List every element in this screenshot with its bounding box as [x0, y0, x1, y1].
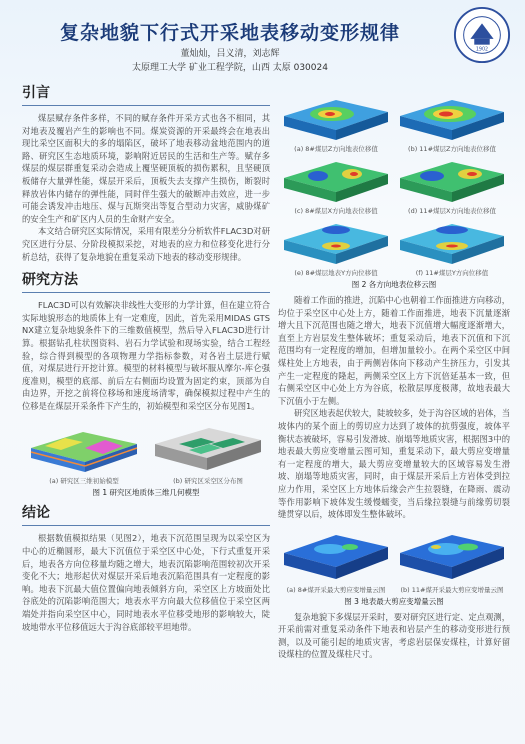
goaf-distribution-image [149, 418, 267, 476]
divider [22, 105, 270, 106]
figure-2 [278, 94, 510, 290]
figure-2a [278, 94, 394, 153]
method-heading: 研究方法 [22, 272, 78, 289]
page-title: 复杂地貌下行式开采地表移动变形规律 [59, 22, 400, 44]
figure-2b [394, 94, 510, 153]
intro-paragraph-2: 本文结合研究区实际情况，采用有限差分分析软件FLAC3D对研究区进行分层、分阶段模拟采挖，对地表的应力和位移变化进行分析总结，获得了复杂地貌在重复采动下地表的移动变形规律。 [22, 226, 270, 262]
right-paragraph-2: 研究区地表起伏较大，陡坡较多，处于沟谷区域的岩体，当坡体内的某个面上的剪切应力达到了坡体的抗剪强度，坡体平衡状态被破坏，容易引发滑坡、崩塌等地质灾害，根据图3中的地表最大剪应变增量云图可知，重复采动下，最大剪应变增量有一定程度的增大，最大剪应变增量较大的区域容易发生滑坡、崩塌等地质灾害，同时，由于煤层开采后上方岩体受到拉应力作用，采空区上方地体后缘会产生拉裂缝，在降雨、震动等作用影响下坡体发生缓慢蠕变，当后缘拉裂缝与前缘剪切裂缝贯穿以后，坡体即发生整体破坏。 [278, 408, 510, 520]
figure-2f [394, 218, 510, 277]
figure-3 [278, 527, 510, 607]
figure-3b-caption: (b) 11#煤开采最大剪应变增量云图 [400, 585, 504, 594]
figure-2b-caption: (b) 11#煤层Z方向地表位移值 [408, 145, 496, 153]
affiliation: 太原理工大学 矿业工程学院，山西 太原 030024 [132, 63, 328, 73]
left-column [22, 78, 270, 633]
figure-2d-caption: (d) 11#煤层X方向地表位移值 [408, 207, 496, 215]
shear-strain-contour-image [280, 527, 392, 585]
figure-2c [278, 156, 394, 215]
figure-2a-caption: (a) 8#煤层Z方向地表位移值 [294, 145, 378, 153]
displacement-contour-image [396, 156, 508, 206]
figure-2d [394, 156, 510, 215]
conclusion-heading: 结论 [22, 505, 50, 522]
figure-1a [22, 418, 146, 485]
divider [22, 525, 270, 526]
figure-1b [146, 418, 270, 485]
displacement-contour-image [396, 94, 508, 144]
divider [22, 292, 270, 293]
figure-2e-caption: (e) 8#煤层地表Y方向位移值 [294, 269, 378, 277]
figure-3-caption: 图 3 地表最大剪应变增量云图 [344, 596, 444, 606]
displacement-contour-image [280, 156, 392, 206]
right-final-paragraph: 复杂地貌下多煤层开采时，要对研究区进行定、定点观测，开采前需对重复采动条件下地表和岩层产生的移动变形进行预测，以及可能引起的地质灾害，考虑岩层保安煤柱，计算好留设煤柱的位置及煤柱尺寸。 [278, 611, 510, 660]
figure-3b [394, 527, 510, 594]
right-paragraph-1: 随着工作面的推进，沉陷中心也朝着工作面推进方向移动，均位于采空区中心处上方，随着工作面推进，地表下沉量逐渐增大且下沉范围也随之增大，地表下沉值增大幅度逐渐增大，直至上方岩层发生整体破坏；重复采动后，地表下沉值和下沉范围均有一定程度的增加，但增加量较小。在两个采空区中间煤柱处上方地表，由于两侧岩体向下移动产生挤压力，引发其产生一定程度的隆起，两侧采空区上方下沉倍延基本一致，但右侧采空区中心处上方为谷底，松散层厚度极薄，故地表最大下沉值小于左侧。 [278, 295, 510, 406]
figure-1a-caption: (a) 研究区三维初始模型 [49, 477, 119, 486]
university-logo [453, 6, 511, 64]
figure-3a [278, 527, 394, 594]
figure-3a-caption: (a) 8#煤开采最大剪应变增量云图 [286, 585, 386, 594]
shear-strain-contour-image [396, 527, 508, 585]
figure-2f-caption: (f) 11#煤层Y方向位移值 [415, 269, 489, 277]
conclusion-paragraph: 根据数值模拟结果（见图2），地表下沉范围呈现为以采空区为中心的近椭圆形，最大下沉值位于采空区中心处，下行式重复开采后，地表各方向位移量均随之增大，地表沉陷影响范围较初次开采变化不大；地形起伏对煤层开采后地表沉陷范围具有一定程度的影响。地表下沉最大值位置偏向地表倾斜方向，采空区上方坡面处比谷底处的沉陷影响范围大；地表水平方向最大位移值位于采空区两端处并指向采空区中心，同时地表水平位移受地形的影响较大，陡坡地带水平位移值远大于沟谷底部较平坦地带。 [22, 533, 270, 632]
intro-paragraph-1: 煤层赋存条件多样，不同的赋存条件开采方式也各不相同，其对地表及覆岩产生的影响也不同。煤炭资源的开采最终会在地表出现比采空区面积大的多的塌陷区，破坏了地表移动盆地范围内的道路、研究区生态地质环境，影响附近居民的生活和生产等。赋存多煤层的煤层群重复采动会造成上覆坚硬顶板的损伤累积，且坚硬顶板储存大量弹性能，煤层开采后，顶板失去支撑产生损伤，断裂时释放岩体内储存的弹性能，同时伴生强大的破断冲击效应，进一步可能会诱发冲击地压、煤与瓦斯突出等复合型动力灾害，威胁煤矿的安全生产和矿区内人员的生命财产安全。 [22, 113, 270, 224]
figure-2c-caption: (c) 8#煤层X方向地表位移值 [294, 207, 378, 215]
3d-model-image [25, 418, 143, 476]
right-column [278, 80, 510, 661]
figure-1 [22, 418, 270, 498]
displacement-contour-image [280, 94, 392, 144]
displacement-contour-image [396, 218, 508, 268]
intro-heading: 引言 [22, 85, 50, 101]
svg-text:1902: 1902 [475, 47, 489, 53]
figure-1b-caption: (b) 研究区采空区分布图 [173, 477, 243, 486]
figure-1-caption: 图 1 研究区地质体三维几何模型 [92, 488, 200, 498]
displacement-contour-image [280, 218, 392, 268]
method-paragraph: FLAC3D可以有效解决非线性大变形的力学计算，但在建立符合实际地貌形态的地质体上有一定难度，因此，首先采用MIDAS GTS NX建立复杂地貌条件下的三维数值模型，然后导入FLAC3D进行计算。根据钻孔柱状图资料、岩石力学试验和现场实验，结合工程经验，综合得到模型的各项物理力学指标参数，对各岩土层进行赋值，对煤层进行开挖计算。模型的材料模型与破坏服从摩尔-库仑强度准则，模型的底部、前后左右侧面均设置为固定约束，顶部为自由边界，开挖之前将位移场和速度场清零，确保模拟过程中产生的位移是在煤层开采条件下产生的，初始模型和采空区分布见图1。 [22, 300, 270, 411]
figure-2-caption: 图 2 各方向地表位移云图 [351, 280, 437, 289]
figure-2e [278, 218, 394, 277]
authors: 董灿灿，吕义清，刘志辉 [180, 49, 280, 59]
